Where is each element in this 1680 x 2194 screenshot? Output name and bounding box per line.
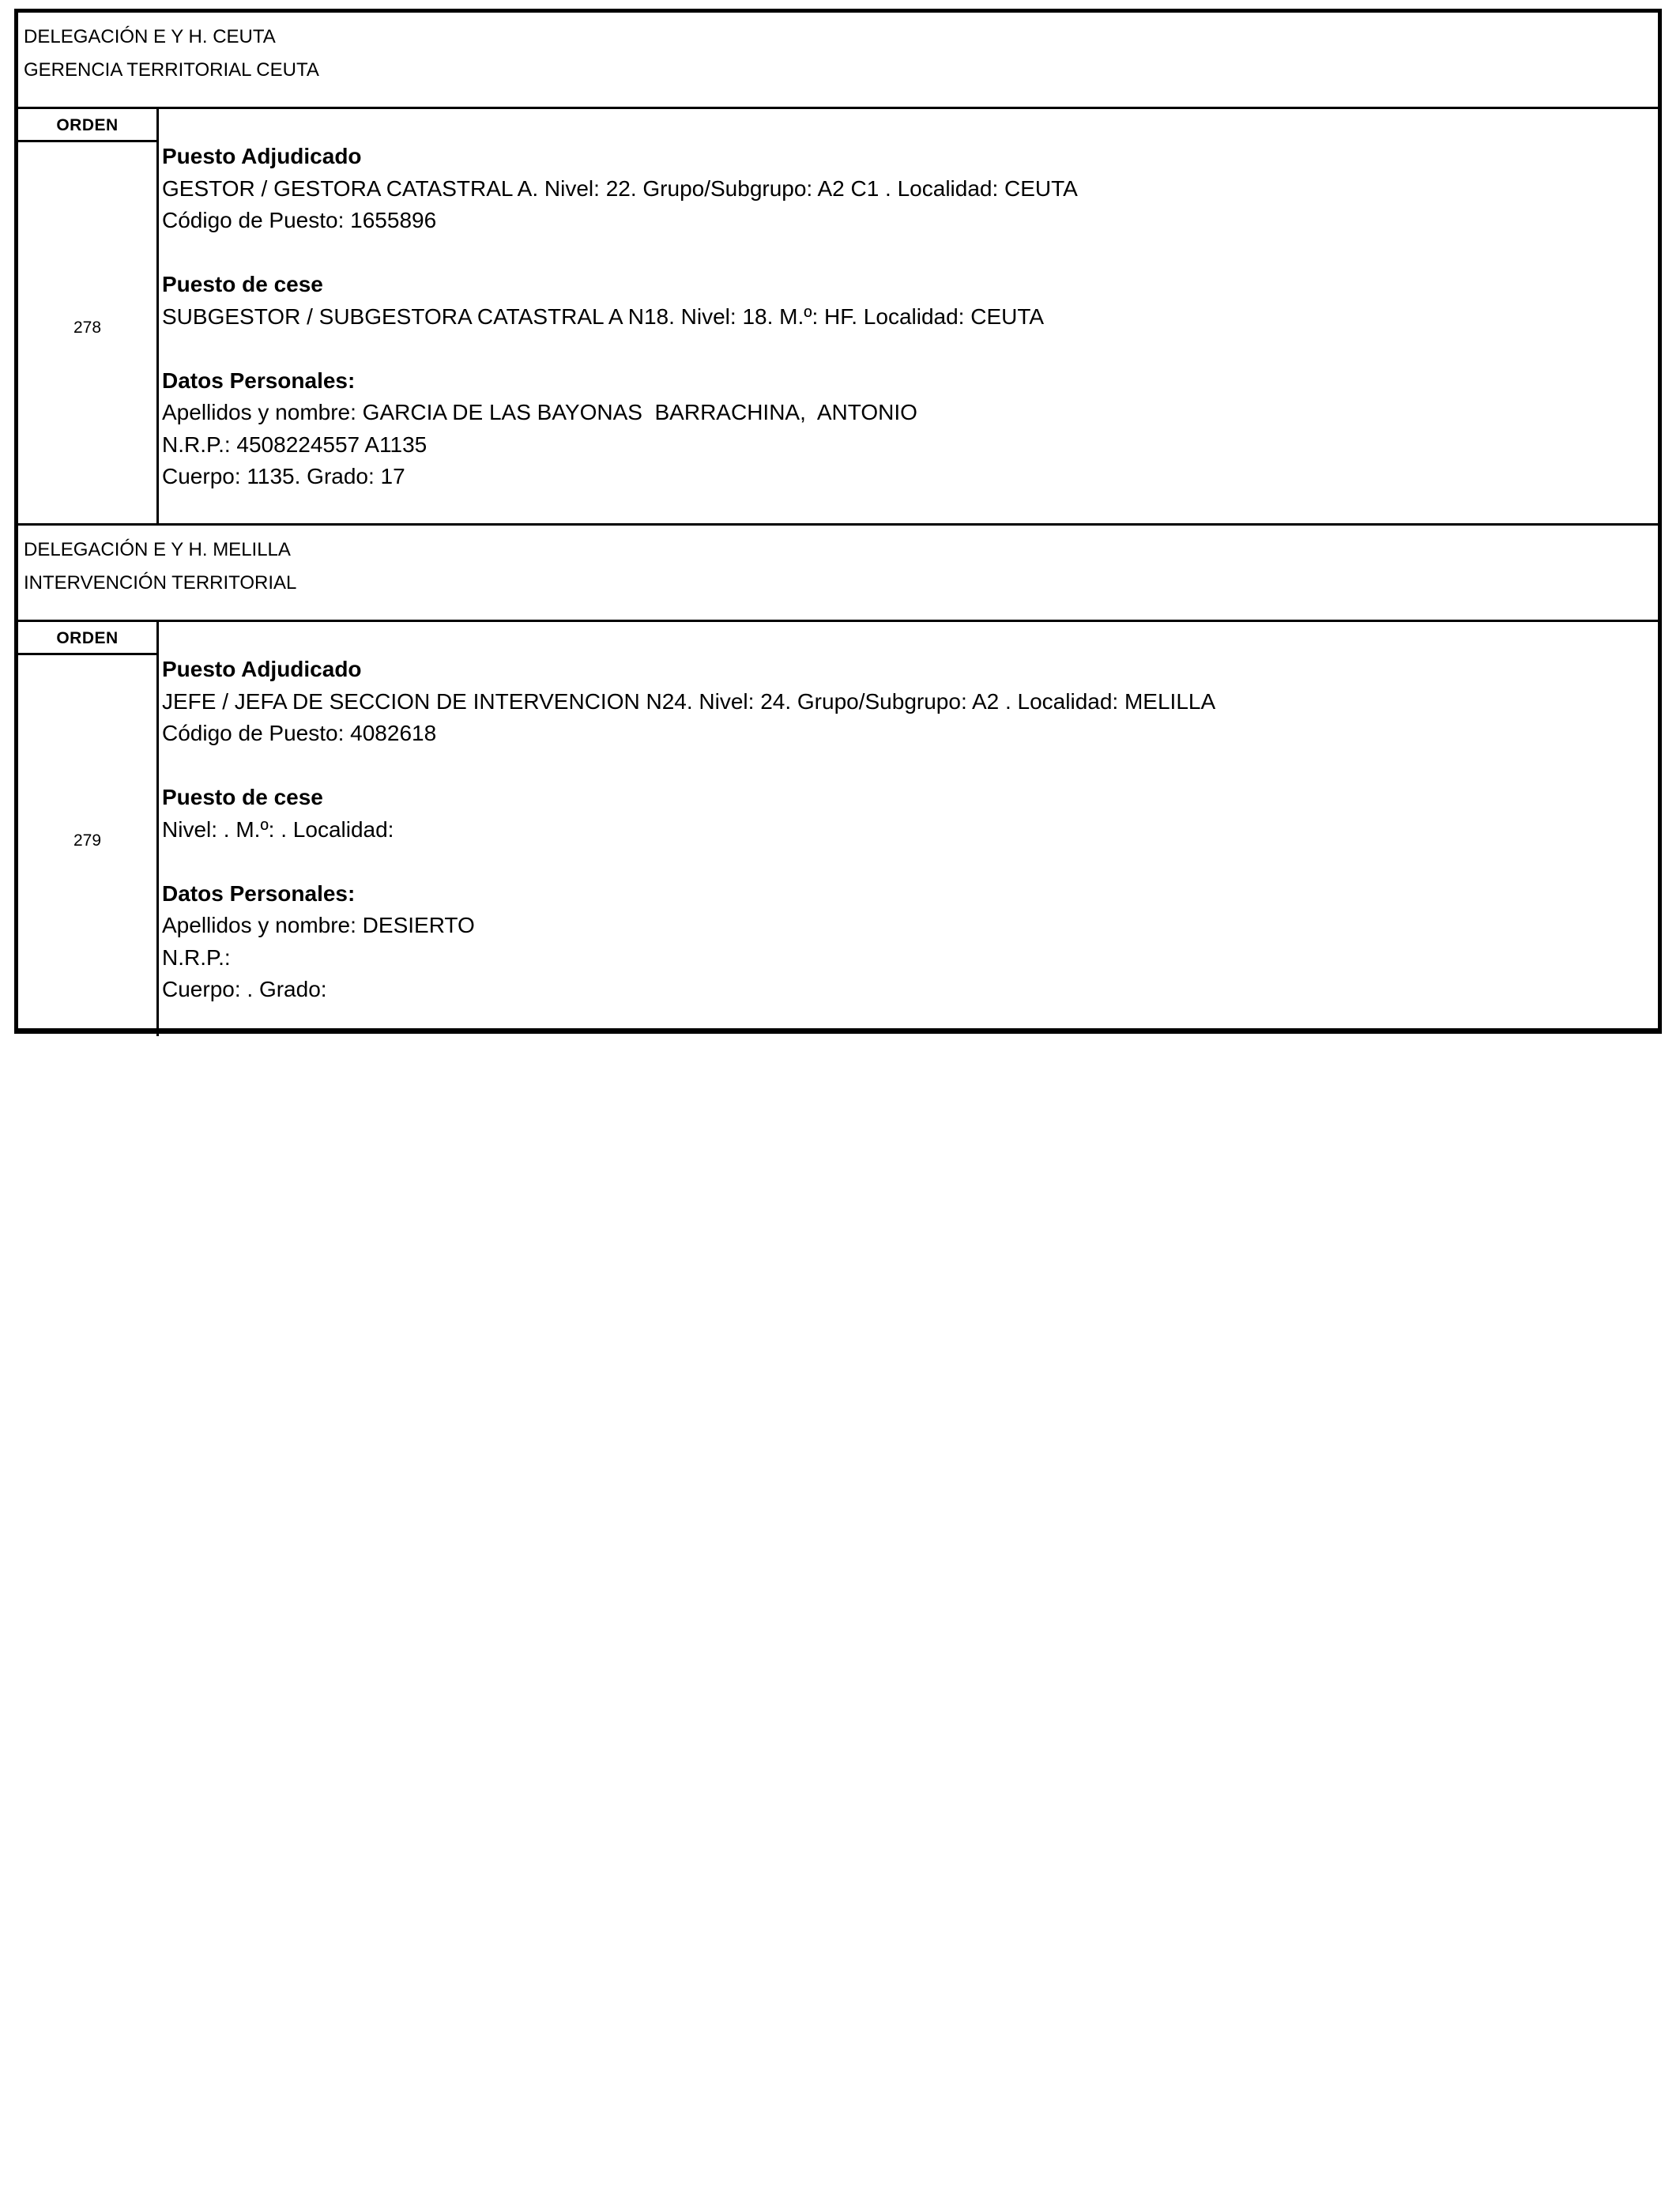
orden-label: ORDEN	[18, 109, 156, 142]
spacer	[162, 237, 1650, 270]
unidad-title: GERENCIA TERRITORIAL CEUTA	[24, 59, 319, 81]
apellidos-nombre: Apellidos y nombre: GARCIA DE LAS BAYONAS BARRACHINA, ANTONIO	[162, 400, 917, 424]
cuerpo-grado: Cuerpo: 1135. Grado: 17	[162, 464, 405, 488]
delegacion-title: DELEGACIÓN E Y H. CEUTA	[24, 26, 276, 47]
orden-column	[18, 622, 159, 1036]
details-block	[162, 654, 1650, 1006]
adjudicado-puesto: GESTOR / GESTORA CATASTRAL A. Nivel: 22. Grupo/Subgrupo: A2 C1 . Localidad: CEUTA	[162, 175, 1078, 201]
cuerpo-grado: Cuerpo: . Grado:	[162, 977, 327, 1001]
unidad-title: INTERVENCIÓN TERRITORIAL	[24, 572, 297, 594]
spacer	[162, 750, 1650, 782]
nrp: N.R.P.:	[162, 944, 231, 970]
section-header	[18, 13, 1658, 109]
nrp: N.R.P.: 4508224557 A1135	[162, 432, 428, 457]
orden-number: 278	[73, 319, 102, 337]
cese-puesto: SUBGESTOR / SUBGESTORA CATASTRAL A N18. Nivel: 18. M.º: HF. Localidad: CEUTA	[162, 303, 1045, 329]
section-ceuta	[18, 13, 1658, 523]
delegacion-title: DELEGACIÓN E Y H. MELILLA	[24, 539, 291, 560]
spacer	[162, 333, 1650, 365]
section-melilla	[18, 523, 1658, 1036]
details-block	[162, 141, 1650, 493]
personales-heading: Datos Personales:	[162, 368, 356, 393]
adjudicado-puesto: JEFE / JEFA DE SECCION DE INTERVENCION N24. Nivel: 24. Grupo/Subgrupo: A2 . Localidad: MELILLA	[162, 688, 1216, 714]
section-header	[18, 526, 1658, 622]
cese-heading: Puesto de cese	[162, 272, 323, 296]
orden-column	[18, 109, 159, 523]
cese-puesto: Nivel: . M.º: . Localidad:	[162, 816, 394, 842]
adjudicado-heading: Puesto Adjudicado	[162, 657, 362, 681]
spacer	[162, 846, 1650, 878]
adjudication-table	[14, 9, 1662, 1034]
orden-label: ORDEN	[18, 622, 156, 655]
personales-heading: Datos Personales:	[162, 880, 356, 906]
adjudicado-codigo: Código de Puesto: 1655896	[162, 208, 437, 232]
adjudicado-heading: Puesto Adjudicado	[162, 144, 362, 168]
adjudicado-codigo: Código de Puesto: 4082618	[162, 721, 437, 745]
apellidos-nombre: Apellidos y nombre: DESIERTO	[162, 913, 475, 937]
section-body	[18, 622, 1658, 1036]
cese-heading: Puesto de cese	[162, 785, 323, 809]
section-body	[18, 109, 1658, 523]
orden-number: 279	[73, 831, 102, 850]
